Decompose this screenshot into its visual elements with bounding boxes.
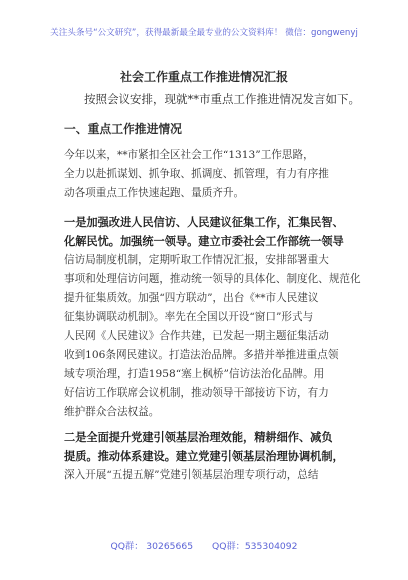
text-line: 提质。推动体系建设。建立党建引领基层治理协调机制， [64, 449, 344, 463]
text-line: 信访局制度机制，定期听取工作情况汇报，安排部署重大 [64, 254, 329, 266]
text-line: 化解民忧。加强统一领导。建立市委社会工作部统一领导 [64, 234, 344, 248]
paragraph-1 [64, 146, 354, 203]
text-line: 二是全面提升党建引领基层治理效能，精耕细作、减负 [64, 430, 333, 444]
paragraph-2 [64, 213, 361, 422]
text-line: 今年以来，**市紧扣全区社会工作“1313”工作思路， [64, 149, 314, 161]
document-title: 社会工作重点工作推进情况汇报 [119, 70, 288, 84]
text-line: 维护群众合法权益。 [64, 406, 160, 418]
text-line: 好信访工作联席会议机制，推动领导干部接访下访，有力 [64, 387, 329, 399]
qq-group-2: QQ群：535304092 [212, 541, 298, 552]
text-line: 收到106条网民建议。打造法治品牌。多措并举推进重点领 [64, 349, 339, 361]
text-line: 人民网《人民建议》合作共建，已发起一期主题征集活动 [64, 330, 329, 342]
text-line: 事项和处理信访问题，推动统一领导的具体化、制度化、规范化 [64, 273, 361, 285]
intro-paragraph: 按照会议安排，现就**市重点工作推进情况发言如下。 [84, 92, 360, 106]
header-banner: 关注头条号“公文研究”，获得最新最全最专业的公文资料库！ 微信：gongwenyj [50, 28, 358, 38]
text-line: 全力以赴抓谋划、抓争取、抓调度、抓管理，有力有序推 [64, 168, 329, 180]
section-heading: 一、重点工作推进情况 [64, 122, 182, 136]
text-line: 一是加强改进人民信访、人民建议征集工作，汇集民智、 [64, 215, 344, 229]
text-line: 征集协调联动机制》。率先在全国以开设“窗口”形式与 [64, 311, 314, 323]
text-line: 域专项治理，打造1958“塞上枫桥”信访法治化品牌。用 [64, 368, 325, 380]
text-line: 动各项重点工作快速起跑、量质齐升。 [64, 187, 245, 199]
footer-contact [0, 538, 408, 552]
qq-group-1: QQ群： 30265665 [110, 541, 194, 552]
paragraph-3 [64, 428, 354, 485]
text-line: 提升征集质效。加强“四方联动”，出台《**市人民建议 [64, 292, 319, 304]
text-line: 深入开展“五提五解”党建引领基层治理专项行动，总结 [64, 469, 319, 481]
